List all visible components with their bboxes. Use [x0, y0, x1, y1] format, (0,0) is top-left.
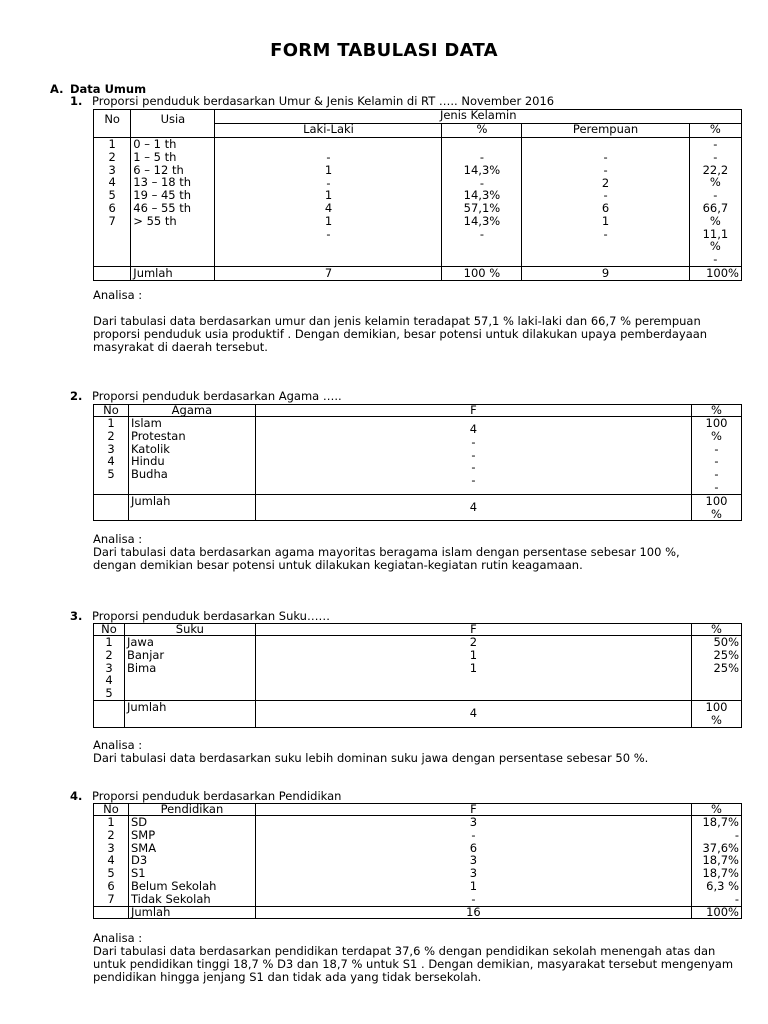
section-2-title-text: Proporsi penduduk berdasarkan Agama …..	[92, 389, 342, 403]
frequency: -	[471, 434, 476, 449]
laki-count: -	[326, 175, 331, 190]
laki-percent: 14,3%	[463, 213, 501, 228]
frequency: 3	[469, 853, 478, 868]
header-no: No	[94, 804, 129, 816]
header-f: F	[255, 804, 691, 816]
perempuan-percent: 11,1	[702, 226, 729, 241]
page-title: FORM TABULASI DATA	[270, 40, 498, 61]
column-no	[94, 417, 129, 495]
frequency: -	[471, 891, 476, 906]
column-pct	[692, 816, 742, 907]
column-pendidikan	[128, 816, 255, 907]
header-laki-pct: %	[442, 124, 522, 138]
total-f: 4	[255, 494, 691, 521]
frequency: 1	[469, 878, 478, 893]
age-range: 19 – 45 th	[133, 188, 192, 203]
suku-name: Jawa	[126, 635, 154, 649]
perempuan-count: -	[603, 162, 608, 177]
section-3-analisa	[93, 739, 743, 765]
percent: -	[734, 891, 739, 906]
analisa-text: Dari tabulasi data berdasarkan pendidikan terdapat 37,6 % dengan pendidikan sekolah menengah atas dan untuk pendidikan tinggi 18,7 % D3 dan 18,7 % untuk S1 . Dengan demikian, masyarakat tersebut mengenyam pendidikan hingga jenjang S1 dan tidak ada yang tidak bersekolah.	[93, 944, 734, 984]
pendidikan-level: Tidak Sekolah	[130, 891, 211, 906]
column-pct	[692, 636, 742, 701]
age-range: 0 – 1 th	[133, 137, 177, 151]
perempuan-count: 6	[601, 201, 610, 216]
row-number: 6	[108, 200, 116, 215]
row-number: 5	[105, 686, 113, 701]
total-no-cell	[94, 701, 125, 728]
header-perempuan-pct: %	[689, 124, 741, 138]
percent	[694, 687, 739, 700]
total-pct-unit: %	[711, 712, 722, 727]
row-number: 1	[107, 815, 115, 829]
analisa-label: Analisa :	[93, 738, 143, 752]
row-number: 5	[107, 866, 115, 881]
total-laki-pct: 100 %	[442, 266, 522, 280]
column-suku	[124, 636, 255, 701]
row-number: 5	[108, 188, 116, 203]
total-pct-unit: %	[711, 506, 722, 521]
frequency: 1	[469, 660, 478, 675]
frequency: 6	[469, 840, 478, 855]
laki-count: 1	[324, 162, 333, 177]
section-1-analisa	[93, 289, 743, 354]
percent: 18,7%	[702, 853, 739, 868]
header-f: F	[255, 405, 691, 417]
header-pct: %	[692, 804, 742, 816]
row-number: 1	[107, 416, 115, 430]
total-f: 4	[255, 701, 691, 728]
perempuan-percent: -	[713, 137, 718, 151]
perempuan-percent: -	[713, 188, 718, 203]
analisa-text: Dari tabulasi data berdasarkan suku lebih dominan suku jawa dengan persentase sebesar 50 %.	[93, 751, 649, 765]
header-no: No	[94, 624, 125, 636]
perempuan-count: -	[603, 226, 608, 241]
laki-percent: -	[479, 226, 485, 241]
frequency: 2	[469, 635, 478, 649]
row-number: 2	[107, 827, 115, 842]
perempuan-percent: %	[709, 175, 721, 190]
suku-name	[127, 687, 253, 700]
column-perempuan	[522, 138, 689, 267]
analisa-text: Dari tabulasi data berdasarkan umur dan jenis kelamin teradapat 57,1 % laki-laki dan 66,7 % perempuan proporsi penduduk usia produktif . Dengan demikian, besar potensi untuk dilakukan upaya pemberdayaan masyrakat di daerah tersebut.	[93, 314, 708, 354]
column-f	[255, 636, 691, 701]
column-agama	[128, 417, 255, 495]
agama-name: Islam	[130, 416, 162, 430]
total-label: Jumlah	[124, 701, 255, 728]
agama-name: Protestan	[130, 428, 186, 443]
column-no	[94, 138, 131, 267]
analisa-label: Analisa :	[93, 288, 143, 302]
frequency	[258, 687, 689, 700]
pendidikan-level: SMA	[130, 840, 157, 855]
percent	[694, 674, 739, 687]
section-a-letter: A.	[50, 82, 64, 96]
total-pct-value: 100	[705, 493, 728, 508]
perempuan-percent: -	[713, 149, 718, 164]
row-number: 3	[107, 441, 115, 456]
laki-percent: 14,3%	[463, 188, 501, 203]
perempuan-count: -	[603, 150, 608, 164]
laki-count: 1	[324, 188, 333, 203]
percent: 25%	[713, 647, 739, 662]
section-1-title	[70, 95, 554, 108]
row-number: 1	[108, 137, 116, 151]
column-perempuan-pct	[689, 138, 741, 267]
row-number: 6	[107, 878, 115, 893]
section-1-title-text: Proporsi penduduk berdasarkan Umur & Jenis Kelamin di RT ….. November 2016	[92, 94, 555, 108]
agama-name: Budha	[130, 467, 168, 482]
header-pendidikan: Pendidikan	[128, 804, 255, 816]
frequency: -	[471, 827, 476, 842]
section-3-number: 3.	[70, 609, 83, 623]
analisa-line-2: dengan demikian besar potensi untuk dilakukan kegiatan-kegiatan rutin keagamaan.	[93, 558, 583, 572]
age-range: 1 – 5 th	[133, 149, 177, 164]
analisa-line-1: Dari tabulasi data berdasarkan agama mayoritas beragama islam dengan persentase sebesar 100 %,	[93, 545, 680, 559]
total-pct-value: 100	[705, 700, 728, 714]
header-laki-laki: Laki-Laki	[215, 124, 442, 138]
header-jenis-kelamin: Jenis Kelamin	[215, 110, 742, 124]
frequency: -	[471, 473, 476, 488]
table-agama	[93, 404, 742, 521]
laki-percent: -	[479, 175, 485, 190]
column-laki	[215, 138, 442, 267]
section-2-number: 2.	[70, 389, 83, 403]
age-range: 6 – 12 th	[133, 162, 184, 177]
column-no	[94, 816, 129, 907]
age-range: 46 – 55 th	[133, 200, 192, 215]
total-f: 16	[255, 907, 691, 919]
laki-percent: -	[479, 150, 485, 164]
pendidikan-level: S1	[130, 866, 146, 881]
row-number: 3	[108, 162, 116, 177]
perempuan-percent: %	[709, 213, 721, 228]
header-pct: %	[692, 624, 742, 636]
row-number: 4	[107, 853, 115, 868]
pendidikan-level: SMP	[130, 827, 156, 842]
total-perempuan: 9	[522, 266, 689, 280]
header-suku: Suku	[124, 624, 255, 636]
pendidikan-level: D3	[130, 853, 148, 868]
header-perempuan: Perempuan	[522, 124, 689, 138]
column-laki-pct	[442, 138, 522, 267]
header-usia: Usia	[131, 110, 215, 138]
percent: 50%	[713, 635, 739, 649]
laki-count: 1	[324, 213, 333, 228]
section-a-label: Data Umum	[70, 82, 147, 96]
row-number: 4	[107, 454, 115, 469]
frequency: 1	[469, 647, 478, 662]
age-range: 13 – 18 th	[133, 175, 192, 190]
percent: 18,7%	[702, 815, 739, 829]
header-no: No	[94, 405, 129, 417]
perempuan-count: -	[603, 188, 608, 203]
pendidikan-level: Belum Sekolah	[130, 878, 217, 893]
percent: 6,3 %	[706, 878, 739, 893]
perempuan-percent: -	[713, 252, 718, 267]
perempuan-percent: %	[709, 239, 721, 254]
total-pct	[692, 494, 742, 521]
percent: -	[714, 467, 719, 482]
section-4-number: 4.	[70, 789, 83, 803]
column-usia	[131, 138, 215, 267]
suku-name	[127, 674, 253, 687]
percent: -	[734, 827, 739, 842]
frequency: 3	[469, 815, 478, 829]
percent: -	[714, 479, 719, 494]
table-pendidikan	[93, 803, 742, 919]
perempuan-count: 2	[601, 175, 610, 190]
section-4-analisa	[93, 932, 743, 984]
row-number: 1	[105, 635, 113, 649]
perempuan-percent: 22,2	[702, 162, 729, 177]
row-number: 4	[108, 175, 116, 190]
percent: 100	[705, 416, 728, 430]
frequency: -	[471, 460, 476, 475]
total-no-cell	[94, 907, 129, 919]
header-agama: Agama	[128, 405, 255, 417]
section-4-title-text: Proporsi penduduk berdasarkan Pendidikan	[92, 789, 342, 803]
column-f	[255, 816, 691, 907]
header-no: No	[94, 110, 131, 138]
total-label: Jumlah	[131, 266, 215, 280]
total-label: Jumlah	[128, 907, 255, 919]
laki-count: -	[326, 226, 331, 241]
perempuan-count: 1	[601, 213, 610, 228]
perempuan-percent: 66,7	[702, 200, 729, 215]
laki-count: -	[326, 150, 331, 164]
total-perempuan-pct: 100%	[689, 266, 741, 280]
table-usia-jenis-kelamin	[93, 109, 742, 281]
laki-percent: 14,3%	[463, 162, 501, 177]
suku-name: Banjar	[126, 647, 165, 662]
total-label: Jumlah	[128, 494, 255, 521]
row-number: 5	[107, 467, 115, 482]
row-number: 3	[105, 660, 113, 675]
row-number: 2	[108, 149, 116, 164]
total-no-cell	[94, 494, 129, 521]
section-2-analisa	[93, 533, 743, 572]
row-number: 4	[105, 673, 113, 688]
total-pct	[692, 701, 742, 728]
suku-name: Bima	[126, 660, 157, 675]
percent: 25%	[713, 660, 739, 675]
column-no	[94, 636, 125, 701]
column-pct	[692, 417, 742, 495]
table-suku	[93, 623, 742, 728]
agama-name: Hindu	[130, 454, 165, 469]
laki-count: 4	[324, 201, 333, 216]
column-f	[255, 417, 691, 495]
row-number: 2	[105, 647, 113, 662]
row-number: 7	[108, 213, 116, 228]
total-no-cell	[94, 266, 131, 280]
section-2-title	[70, 390, 342, 403]
percent: 18,7%	[702, 866, 739, 881]
frequency: 4	[469, 422, 478, 436]
row-number: 2	[107, 428, 115, 443]
section-3-title-text: Proporsi penduduk berdasarkan Suku……	[92, 609, 330, 623]
total-laki: 7	[215, 266, 442, 280]
section-1-number: 1.	[70, 94, 83, 108]
row-number: 3	[107, 840, 115, 855]
pendidikan-level: SD	[130, 815, 148, 829]
age-range: > 55 th	[133, 213, 177, 228]
total-pct: 100%	[692, 907, 742, 919]
row-number: 7	[107, 891, 115, 906]
percent: -	[714, 454, 719, 469]
frequency: -	[471, 447, 476, 462]
agama-name: Katolik	[130, 441, 170, 456]
analisa-label: Analisa :	[93, 532, 143, 546]
header-f: F	[255, 624, 691, 636]
frequency: 3	[469, 866, 478, 881]
percent: %	[711, 428, 722, 443]
analisa-label: Analisa :	[93, 931, 143, 945]
header-pct: %	[692, 405, 742, 417]
laki-percent: 57,1%	[463, 201, 501, 216]
percent: 37,6%	[702, 840, 739, 855]
percent: -	[714, 441, 719, 456]
